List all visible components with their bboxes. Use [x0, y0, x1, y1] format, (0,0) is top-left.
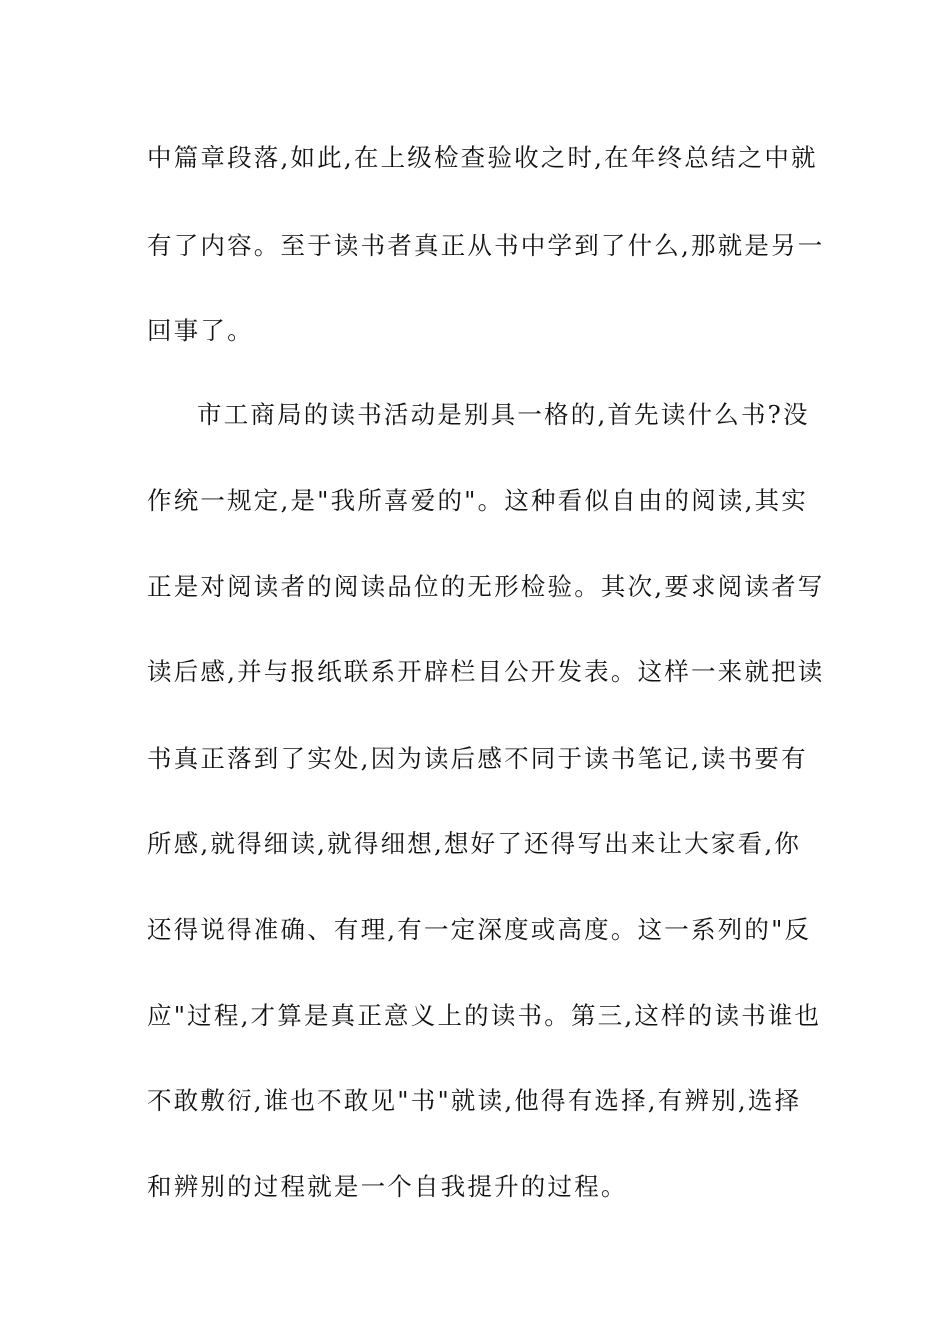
text-line: 读后感,并与报纸联系开辟栏目公开发表。这样一来就把读 [147, 657, 825, 686]
text-line: 和辨别的过程就是一个自我提升的过程。 [147, 1172, 628, 1201]
text-line: 应"过程,才算是真正意义上的读书。第三,这样的读书谁也 [147, 1001, 822, 1030]
text-line: 作统一规定,是"我所喜爱的"。这种看似自由的阅读,其实 [147, 486, 809, 515]
text-line: 不敢敷衍,谁也不敢见"书"就读,他得有选择,有辨别,选择 [147, 1086, 802, 1115]
text-line: 书真正落到了实处,因为读后感不同于读书笔记,读书要有 [147, 744, 808, 773]
text-line: 回事了。 [147, 316, 254, 345]
text-line: 正是对阅读者的阅读品位的无形检验。其次,要求阅读者写 [147, 572, 825, 601]
text-line: 所感,就得细读,就得细想,想好了还得写出来让大家看,你 [147, 829, 802, 858]
text-line: 中篇章段落,如此,在上级检查验收之时,在年终总结之中就 [147, 143, 818, 172]
paragraph-first-line: 市工商局的读书活动是别具一格的,首先读什么书?没 [197, 400, 810, 429]
text-line: 有了内容。至于读书者真正从书中学到了什么,那就是另一 [147, 231, 825, 260]
text-line: 还得说得准确、有理,有一定深度或高度。这一系列的"反 [147, 915, 812, 944]
